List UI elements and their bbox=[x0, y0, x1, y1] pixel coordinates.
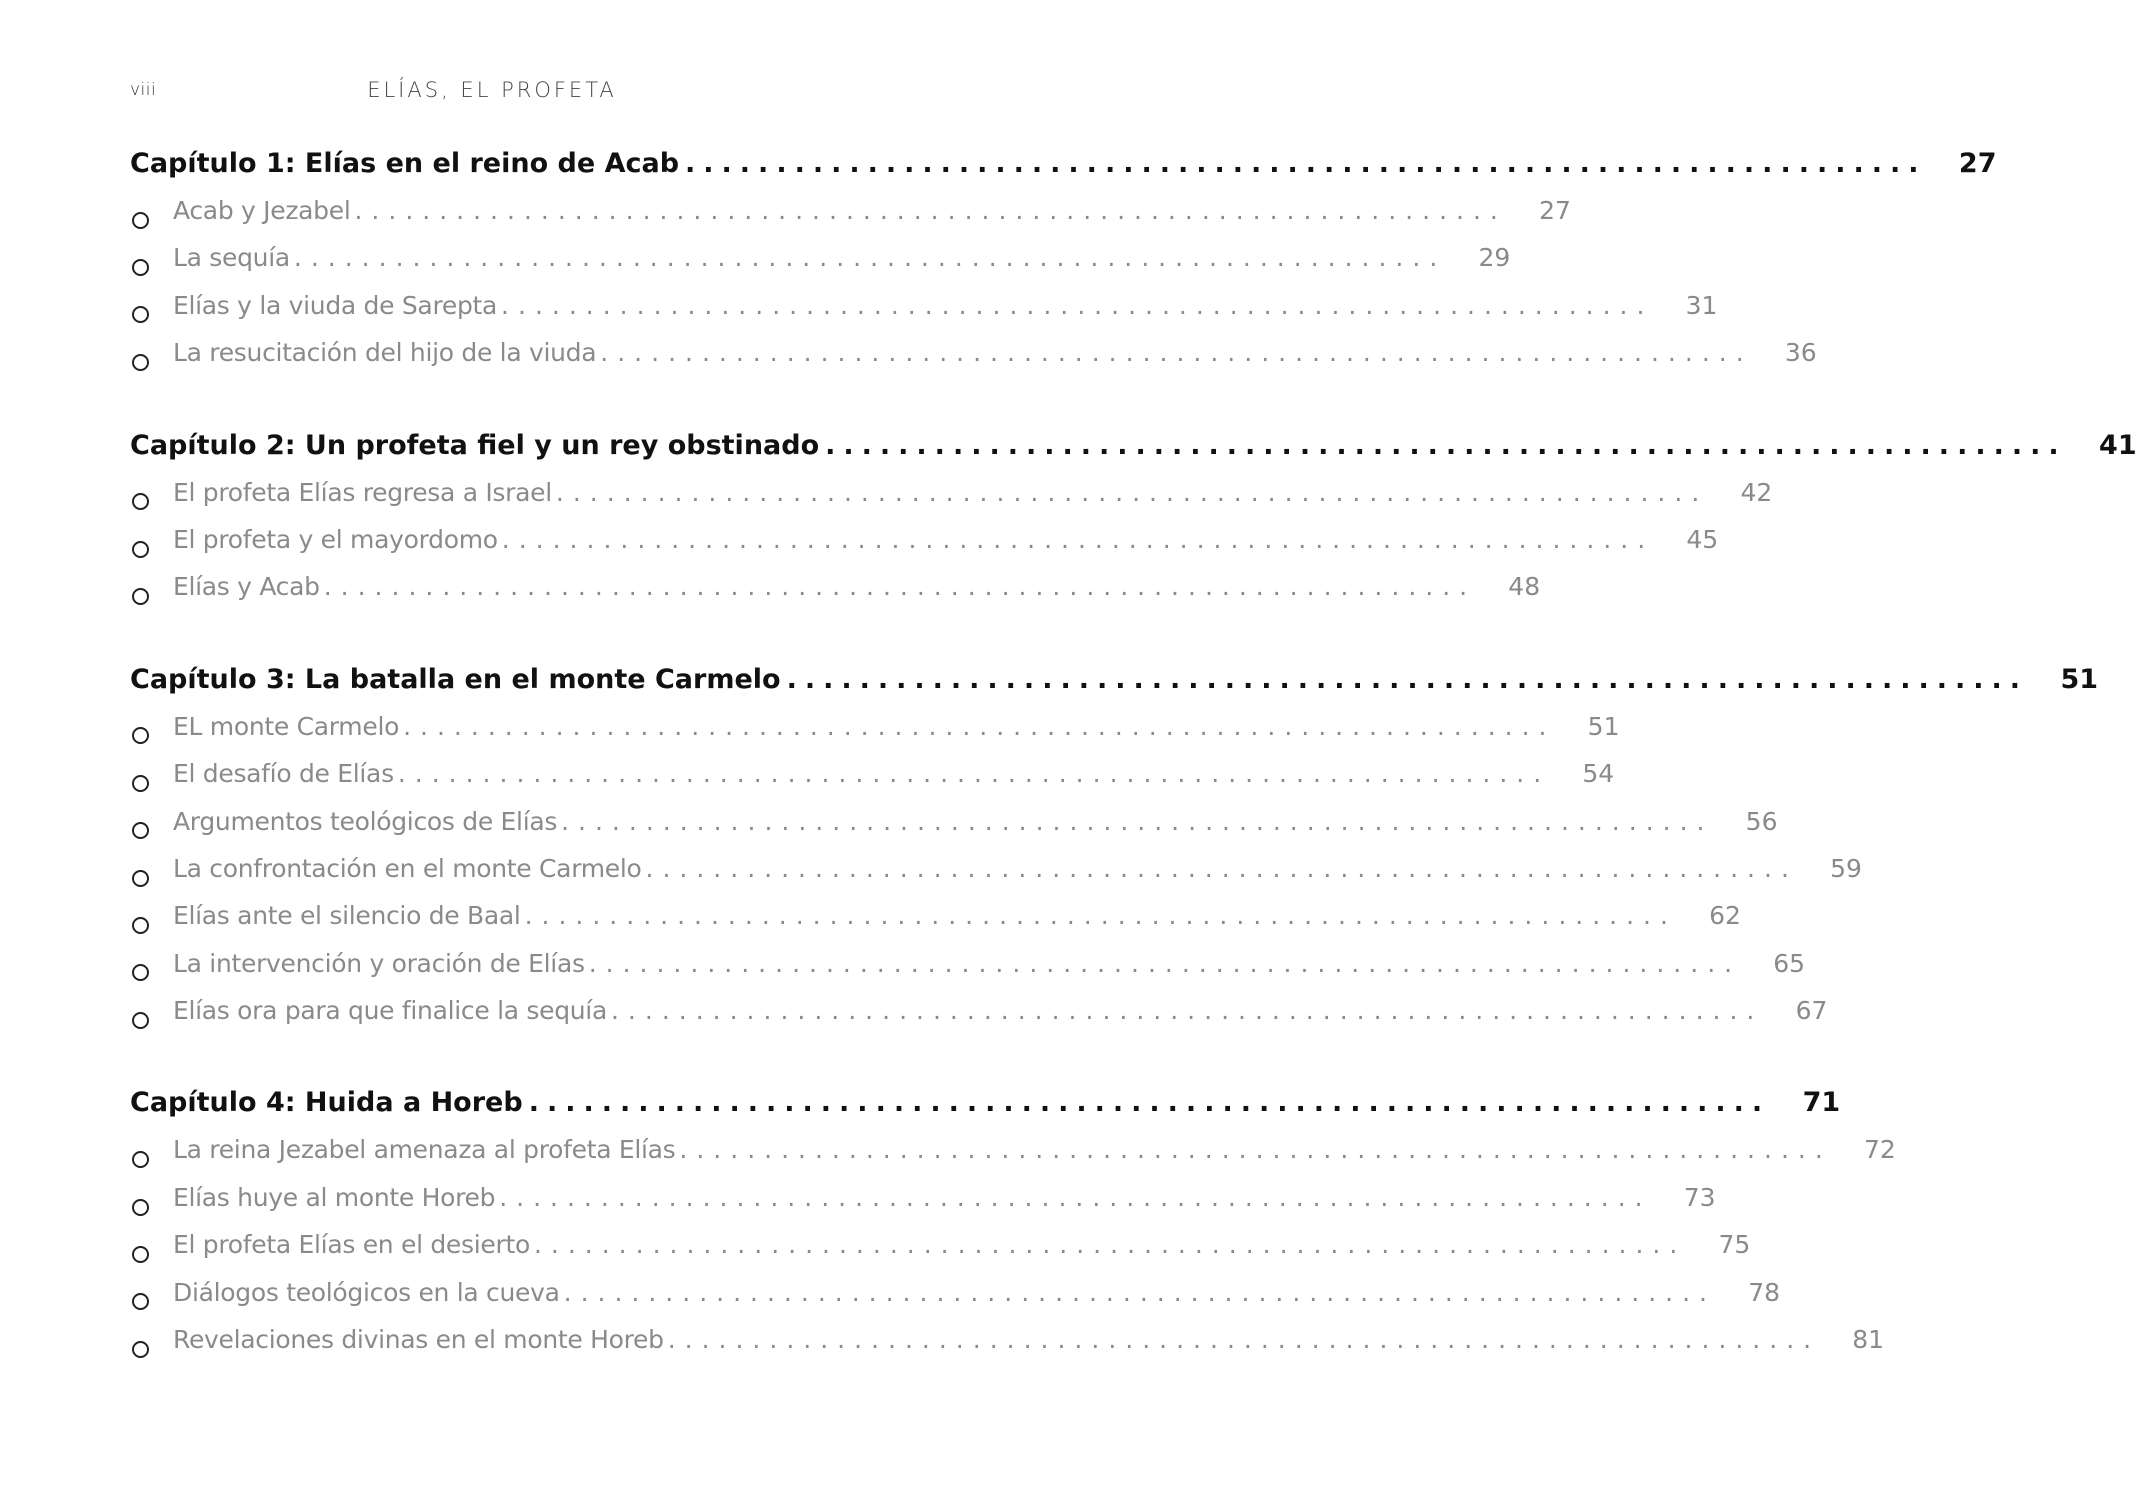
chapter-page-number: 41 bbox=[2099, 429, 2137, 461]
section-title: El profeta Elías en el desierto bbox=[173, 1230, 530, 1260]
section-entry[interactable] bbox=[130, 1325, 1885, 1372]
section-entry[interactable] bbox=[130, 524, 1719, 572]
circle-bullet-icon bbox=[130, 541, 152, 557]
chapter-title: Capítulo 4: Huida a Horeb bbox=[130, 1087, 523, 1119]
chapter-page-number: 71 bbox=[1802, 1087, 1841, 1119]
section-title: Elías ora para que finalice la sequía bbox=[173, 996, 607, 1026]
section-entry[interactable] bbox=[130, 759, 1615, 806]
section-page-number: 31 bbox=[1685, 290, 1718, 320]
section-page-number: 29 bbox=[1478, 243, 1511, 273]
circle-bullet-icon bbox=[130, 212, 152, 228]
section-page-number: 75 bbox=[1718, 1230, 1751, 1260]
section-page-number: 45 bbox=[1686, 524, 1719, 554]
section-entry[interactable] bbox=[130, 1182, 1716, 1230]
circle-bullet-icon bbox=[130, 870, 152, 886]
section-entry[interactable] bbox=[130, 1230, 1751, 1277]
dot-leader: .................................................................... bbox=[501, 290, 1654, 320]
section-title: Elías ante el silencio de Baal bbox=[173, 901, 521, 931]
dot-leader: .................................................................... bbox=[563, 1277, 1717, 1307]
circle-bullet-icon bbox=[130, 306, 152, 322]
circle-bullet-icon bbox=[130, 1199, 152, 1215]
dot-leader: .................................................................... bbox=[293, 243, 1447, 273]
circle-bullet-icon bbox=[130, 1293, 152, 1309]
section-title: La confrontación en el monte Carmelo bbox=[173, 853, 642, 883]
dot-leader: .................................................................... bbox=[524, 901, 1677, 931]
chapter-section bbox=[130, 1087, 1896, 1372]
chapter-title: Capítulo 2: Un profeta fiel y un rey obstinado bbox=[130, 429, 820, 461]
dot-leader: .................................................................... bbox=[786, 663, 2029, 695]
dot-leader: .................................................................... bbox=[499, 1182, 1652, 1212]
circle-bullet-icon bbox=[130, 588, 152, 604]
section-title: La intervención y oración de Elías bbox=[173, 948, 585, 978]
dot-leader: .................................................................... bbox=[600, 338, 1753, 368]
section-title: La sequía bbox=[173, 243, 290, 273]
section-entry[interactable] bbox=[130, 996, 1828, 1043]
section-entry[interactable] bbox=[130, 572, 1541, 619]
section-title: Argumentos teológicos de Elías bbox=[173, 806, 558, 836]
circle-bullet-icon bbox=[130, 1012, 152, 1028]
section-page-number: 48 bbox=[1508, 572, 1541, 602]
dot-leader: .................................................................... bbox=[685, 148, 1927, 179]
circle-bullet-icon bbox=[130, 1341, 152, 1357]
section-entry[interactable] bbox=[130, 477, 1773, 525]
chapter-section bbox=[130, 663, 2099, 1044]
section-title: Elías y la viuda de Sarepta bbox=[173, 290, 498, 320]
dot-leader: .................................................................... bbox=[528, 1087, 1771, 1119]
section-title: Diálogos teológicos en la cueva bbox=[173, 1277, 560, 1307]
circle-bullet-icon bbox=[130, 354, 152, 370]
section-entry[interactable] bbox=[130, 338, 1817, 385]
dot-leader: .................................................................... bbox=[501, 524, 1655, 554]
section-title: El profeta Elías regresa a Israel bbox=[173, 477, 552, 507]
section-page-number: 81 bbox=[1852, 1325, 1885, 1355]
section-page-number: 72 bbox=[1863, 1135, 1896, 1165]
section-page-number: 78 bbox=[1748, 1277, 1781, 1307]
circle-bullet-icon bbox=[130, 775, 152, 791]
circle-bullet-icon bbox=[130, 259, 152, 275]
dot-leader: .................................................................... bbox=[561, 806, 1714, 836]
section-page-number: 73 bbox=[1683, 1182, 1716, 1212]
section-page-number: 67 bbox=[1795, 996, 1828, 1026]
section-entry[interactable] bbox=[130, 1277, 1781, 1325]
dot-leader: .................................................................... bbox=[679, 1135, 1832, 1165]
running-header bbox=[130, 78, 854, 108]
section-entry[interactable] bbox=[130, 948, 1806, 996]
dot-leader: .................................................................... bbox=[588, 948, 1742, 978]
chapter-entry[interactable] bbox=[130, 429, 2137, 478]
chapter-page-number: 27 bbox=[1958, 148, 1997, 179]
section-entry[interactable] bbox=[130, 196, 1571, 243]
circle-bullet-icon bbox=[130, 1151, 152, 1167]
section-entry[interactable] bbox=[130, 290, 1718, 338]
section-entry[interactable] bbox=[130, 1135, 1896, 1182]
dot-leader: .................................................................... bbox=[323, 572, 1477, 602]
chapter-entry[interactable] bbox=[130, 1087, 1841, 1135]
section-page-number: 51 bbox=[1587, 711, 1620, 741]
dot-leader: .................................................................... bbox=[555, 477, 1709, 507]
section-title: Acab y Jezabel bbox=[173, 196, 351, 225]
chapter-entry[interactable] bbox=[130, 663, 2099, 712]
section-title: El profeta y el mayordomo bbox=[173, 524, 498, 554]
section-entry[interactable] bbox=[130, 853, 1862, 901]
dot-leader: .................................................................... bbox=[825, 429, 2067, 461]
dot-leader: .................................................................... bbox=[354, 196, 1507, 225]
section-title: La reina Jezabel amenaza al profeta Elías bbox=[173, 1135, 676, 1165]
chapter-title: Capítulo 1: Elías en el reino de Acab bbox=[130, 148, 680, 179]
section-entry[interactable] bbox=[130, 243, 1511, 290]
circle-bullet-icon bbox=[130, 493, 152, 509]
section-title: EL monte Carmelo bbox=[173, 711, 400, 741]
section-title: El desafío de Elías bbox=[173, 759, 394, 789]
section-page-number: 62 bbox=[1709, 901, 1741, 931]
page-folio: viii bbox=[130, 80, 157, 100]
table-of-contents bbox=[130, 148, 2137, 1416]
section-title: Elías huye al monte Horeb bbox=[173, 1182, 496, 1212]
chapter-section bbox=[130, 148, 1997, 386]
section-page-number: 27 bbox=[1539, 196, 1571, 225]
chapter-section bbox=[130, 429, 2137, 620]
dot-leader: .................................................................... bbox=[533, 1230, 1687, 1260]
section-title: La resucitación del hijo de la viuda bbox=[173, 338, 597, 368]
section-page-number: 65 bbox=[1773, 948, 1806, 978]
book-title: ELÍAS, EL PROFETA bbox=[367, 78, 617, 102]
dot-leader: .................................................................... bbox=[645, 853, 1798, 883]
section-page-number: 59 bbox=[1830, 853, 1862, 883]
section-title: Revelaciones divinas en el monte Horeb bbox=[173, 1325, 664, 1355]
chapter-title: Capítulo 3: La batalla en el monte Carmelo bbox=[130, 663, 781, 695]
dot-leader: .................................................................... bbox=[667, 1325, 1821, 1355]
dot-leader: .................................................................... bbox=[403, 711, 1556, 741]
section-page-number: 54 bbox=[1582, 759, 1615, 789]
dot-leader: .................................................................... bbox=[397, 759, 1551, 789]
chapter-entry[interactable] bbox=[130, 148, 1997, 196]
section-entry[interactable] bbox=[130, 806, 1778, 854]
circle-bullet-icon bbox=[130, 1246, 152, 1262]
circle-bullet-icon bbox=[130, 964, 152, 980]
chapter-page-number: 51 bbox=[2060, 663, 2099, 695]
circle-bullet-icon bbox=[130, 822, 152, 838]
dot-leader: .................................................................... bbox=[610, 996, 1764, 1026]
circle-bullet-icon bbox=[130, 727, 152, 743]
section-entry[interactable] bbox=[130, 711, 1620, 759]
circle-bullet-icon bbox=[130, 917, 152, 933]
section-page-number: 42 bbox=[1740, 477, 1773, 507]
section-entry[interactable] bbox=[130, 901, 1741, 948]
section-page-number: 56 bbox=[1745, 806, 1778, 836]
section-title: Elías y Acab bbox=[173, 572, 320, 602]
section-page-number: 36 bbox=[1784, 338, 1817, 368]
